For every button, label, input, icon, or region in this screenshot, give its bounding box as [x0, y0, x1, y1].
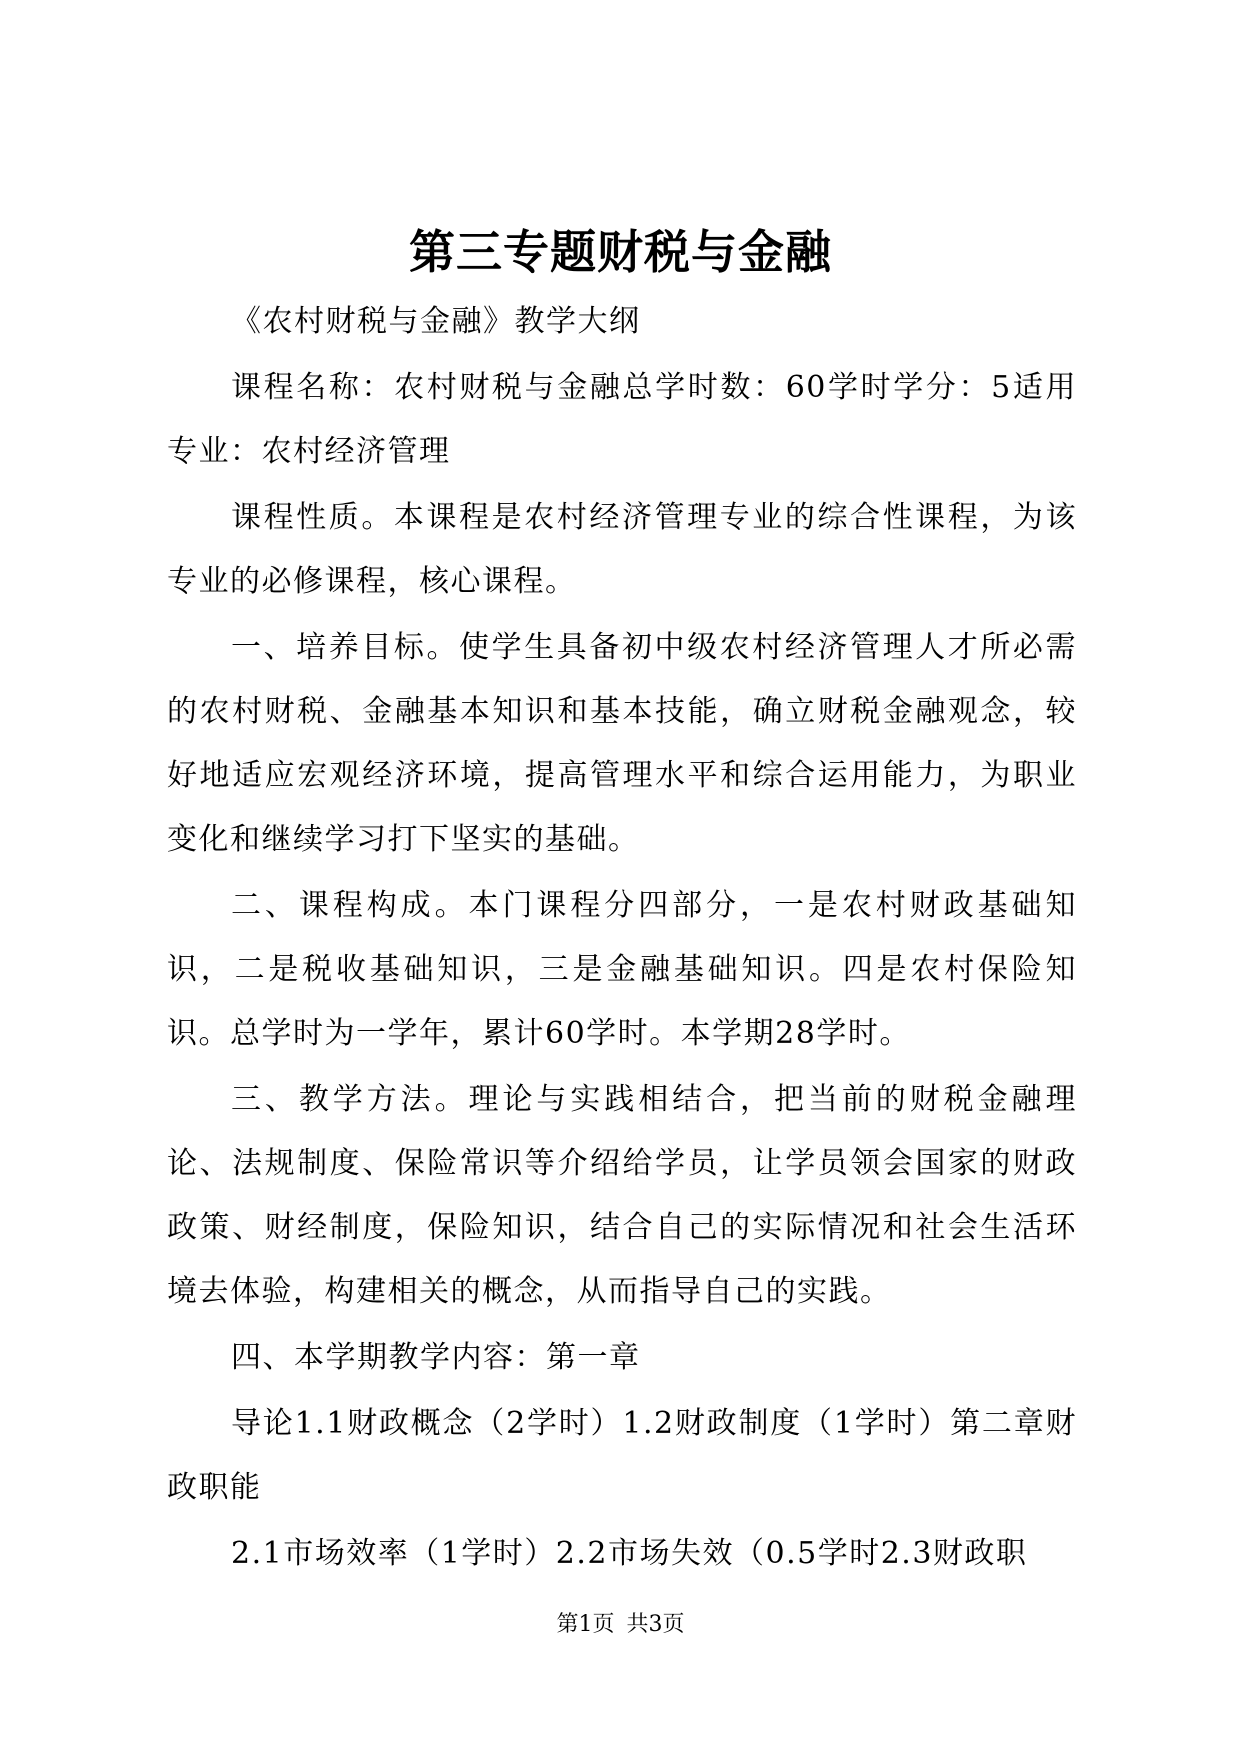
- document-body: [167, 290, 1077, 1588]
- page-footer: [0, 1610, 1241, 1640]
- paragraph-chapter-one: 导论1.1财政概念（2学时）1.2财政制度（1学时）第二章财政职能: [167, 1406, 1077, 1505]
- document-title: 第三专题财税与金融: [409, 225, 832, 279]
- paragraph-teaching-content: 四、本学期教学内容：第一章: [231, 1340, 641, 1375]
- page-total: 共3页: [626, 1612, 685, 1637]
- paragraph-course-nature: 课程性质。本课程是农村经济管理专业的综合性课程，为该专业的必修课程，核心课程。: [167, 500, 1077, 599]
- paragraph-course-info: 课程名称：农村财税与金融总学时数：60学时学分：5适用专业：农村经济管理: [167, 370, 1077, 469]
- paragraph-syllabus-heading: 《农村财税与金融》教学大纲: [231, 304, 641, 339]
- paragraph-teaching-method: 三、教学方法。理论与实践相结合，把当前的财税金融理论、法规制度、保险常识等介绍给学员，让学员领会国家的财政政策、财经制度，保险知识，结合自己的实际情况和社会生活环境去体验，构建相关的概念，从而指导自己的实践。: [167, 1082, 1077, 1309]
- paragraph-chapter-two: 2.1市场效率（1学时）2.2市场失效（0.5学时2.3财政职: [231, 1536, 1028, 1571]
- paragraph-course-structure: 二、课程构成。本门课程分四部分，一是农村财政基础知识，二是税收基础知识，三是金融基础知识。四是农村保险知识。总学时为一学年，累计60学时。本学期28学时。: [167, 888, 1077, 1051]
- paragraph-training-goal: 一、培养目标。使学生具备初中级农村经济管理人才所必需的农村财税、金融基本知识和基本技能，确立财税金融观念，较好地适应宏观经济环境，提高管理水平和综合运用能力，为职业变化和继续学习打下坚实的基础。: [167, 630, 1077, 857]
- page-number: 第1页: [556, 1612, 615, 1637]
